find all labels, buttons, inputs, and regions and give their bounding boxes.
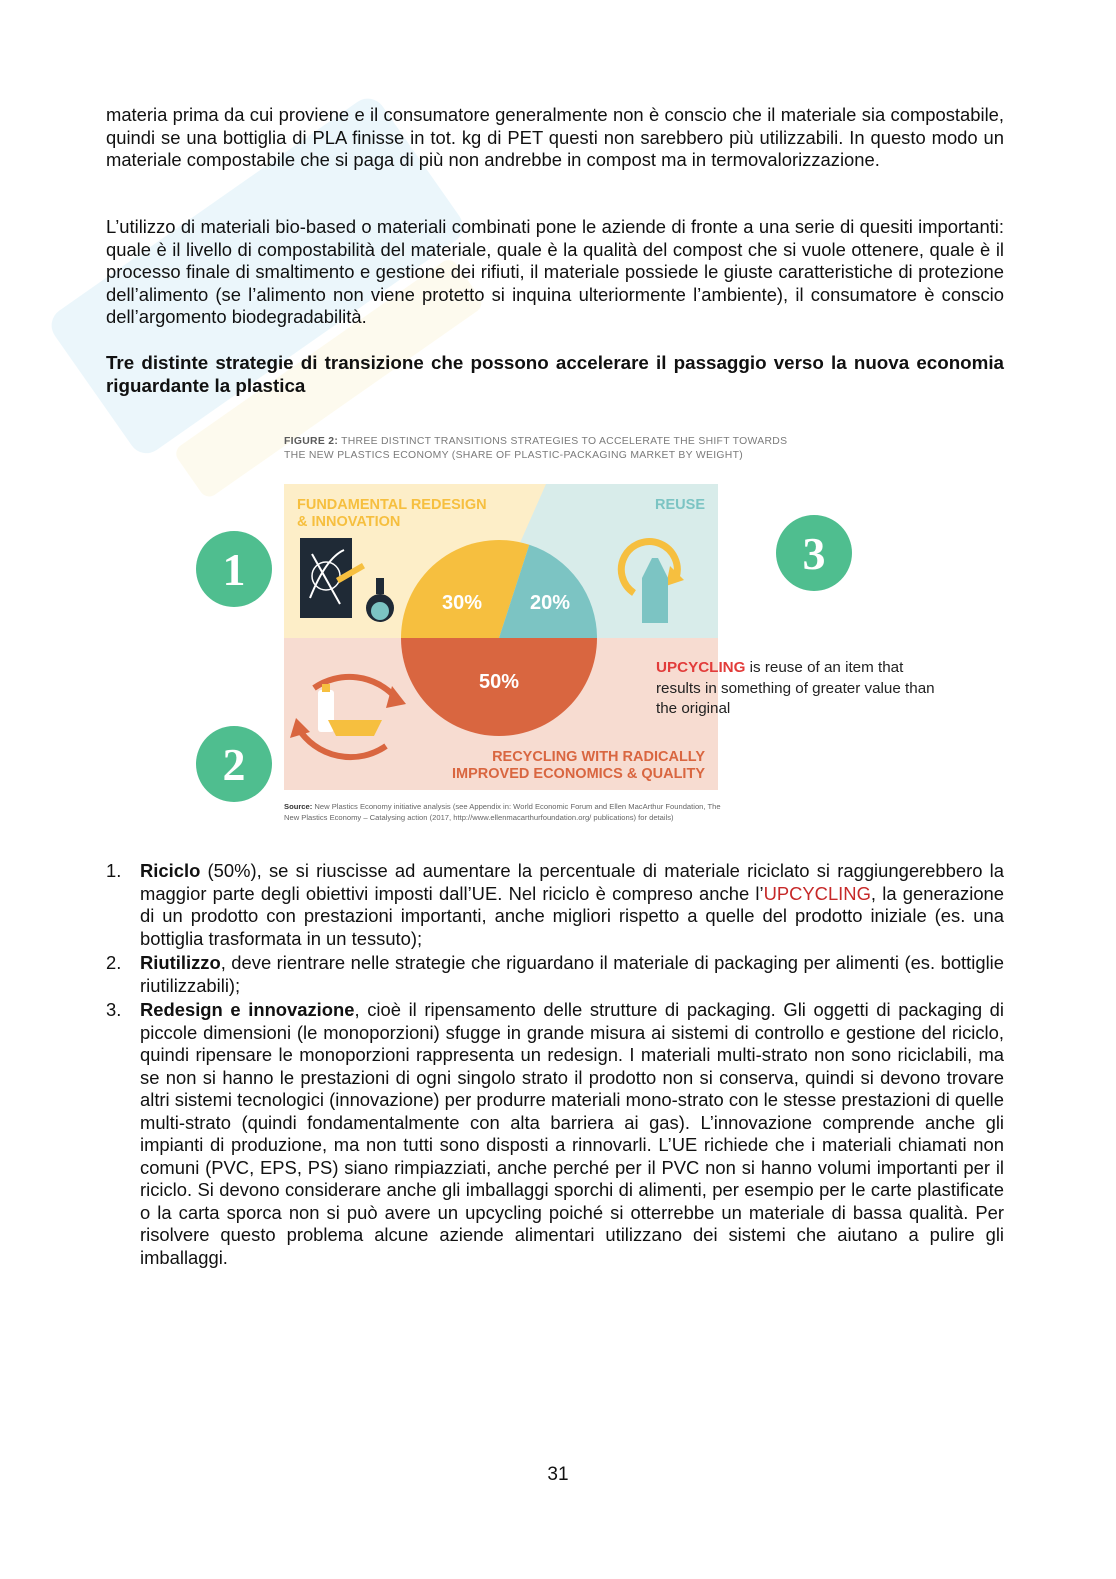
list-item-title: Riciclo: [140, 860, 201, 881]
figure-transition-strategies: [186, 428, 935, 848]
pie-label-recycling: 50%: [478, 671, 520, 693]
quadrant-reuse-title: REUSE: [655, 497, 705, 513]
list-item-number: 2.: [106, 952, 122, 973]
paragraph-bio-based: L’utilizzo di materiali bio-based o materiali combinati pone le aziende di fronte a una serie di quesiti importanti: quale è il livello di compostabilità del materiale, quale è la qualità del compost che si vuole ottenere, quale è il processo finale di smaltimento e gestione dei rifiuti, il materiale possiede le giuste caratteristiche di protezione dell’alimento (se l’alimento non viene protetto si inquina ulteriormente l’ambiente), il consumatore è conscio dell’argomento biodegradabilità.: [106, 216, 1004, 327]
quadrant-recycling-title-2: IMPROVED ECONOMICS & QUALITY: [452, 766, 705, 782]
infographic: [186, 428, 926, 848]
list-item-number: 1.: [106, 860, 122, 881]
list-item-title: Redesign e innovazione: [140, 999, 355, 1020]
upcycling-text: is reuse of an item that results in something of greater value than the original: [656, 659, 935, 717]
list-item: [106, 999, 1004, 1269]
figure-source: [284, 802, 724, 823]
page-number: 31: [547, 1464, 569, 1485]
list-item-text: (50%), se si riuscisse ad aumentare la percentuale di materiale riciclato si raggiungerebbero la maggior parte degli obiettivi imposti dall’UE. Nel riciclo è compreso anche l’: [140, 860, 1004, 904]
quadrant-redesign-title-1: FUNDAMENTAL REDESIGN: [297, 497, 487, 513]
badge-2-label: 2: [222, 739, 246, 790]
section-heading: Tre distinte strategie di transizione che possono accelerare il passaggio verso la nuova economia riguardante la plastica: [106, 352, 1004, 396]
list-item-text: , cioè il ripensamento delle strutture di packaging. Gli oggetti di packaging di piccole dimensioni (le monoporzioni) sfugge in grande misura ai sistemi di controllo e gestione del riciclo, quindi ripensare le monoporzioni rappresenta un redesign. I materiali multi-strato non sono riciclabili, ma se non si hanno le prestazioni di ogni singolo strato il prodotto non si conserva, quindi si devono trovare altri sistemi tecnologici (innovazione) per produrre materiali mono-strato con le stesse prestazioni di quelle multi-strato (quindi fondamentalmente con alta barriera ai gas). L’innovazione comprende anche gli impianti di produzione, ma non tutti sono disposti a rinnovarli. L’UE richiede che i materiali chiamati non comuni (PVC, EPS, PS) siano rimpiazziati, anche perché per il PVC non si hanno volumi importanti per il riciclo. Si devono considerare anche gli imballaggi sporchi di alimenti, per esempio per le carte plastificate o la carta sporca non si può avere un upcycling poiché si otterrebbe un materiale di bassa qualità. Per risolvere questo problema alcune aziende alimentari utilizzano dei sistemi che aiutano a pulire gli imballaggi.: [140, 999, 1004, 1268]
quadrant-redesign-title-2: & INNOVATION: [297, 514, 401, 530]
badge-1-label: 1: [222, 544, 246, 595]
list-item-number: 3.: [106, 999, 122, 1020]
pie-label-reuse: 20%: [529, 592, 571, 614]
figure-caption-label: FIGURE 2:: [284, 436, 339, 447]
figure-source-label: Source:: [284, 802, 313, 811]
figure-source-text: New Plastics Economy initiative analysis (see Appendix in: World Economic Forum and Ellen MacArthur Foundation, The New Plastics Economy – Catalysing action (2017, http://www.ellenmacarthurfoundation.org/ publications) for details): [284, 802, 721, 822]
strategies-list: [106, 860, 1004, 1271]
badge-3-label: 3: [802, 528, 826, 579]
upcycling-definition: [656, 658, 936, 720]
badge-2: [196, 726, 272, 802]
quadrant-recycling-title-1: RECYCLING WITH RADICALLY: [492, 749, 705, 765]
list-item-text-continued: , la generazione di un prodotto con prestazioni importanti, anche migliori rispetto a quelle del prodotto iniziale (es. una bottiglia trasformata in un tessuto);: [140, 882, 1005, 949]
list-item: [106, 952, 1004, 997]
upcycling-keyword: UPCYCLING: [656, 659, 746, 676]
pie-label-redesign: 30%: [441, 592, 483, 614]
list-item: [106, 860, 1004, 950]
badge-3: [776, 515, 852, 591]
list-item-text: , deve rientrare nelle strategie che riguardano il materiale di packaging per alimenti (es. bottiglie riutilizzabili);: [140, 952, 1004, 996]
badge-1: [196, 531, 272, 607]
upcycling-highlight: UPCYCLING: [763, 882, 871, 904]
figure-caption-text: THREE DISTINCT TRANSITIONS STRATEGIES TO ACCELERATE THE SHIFT TOWARDS THE NEW PLASTICS ECONOMY (SHARE OF PLASTIC-PACKAGING MARKET BY WEIGHT): [284, 436, 788, 461]
list-item-title: Riutilizzo: [140, 952, 221, 973]
paragraph-compostable: materia prima da cui proviene e il consumatore generalmente non è conscio che il materiale sia compostabile, quindi se una bottiglia di PLA finisse in tot. kg di PET questi non sarebbero più utilizzabili. In questo modo un materiale compostabile che si paga di più non andrebbe in compost ma in termovalorizzazione.: [106, 104, 1004, 170]
